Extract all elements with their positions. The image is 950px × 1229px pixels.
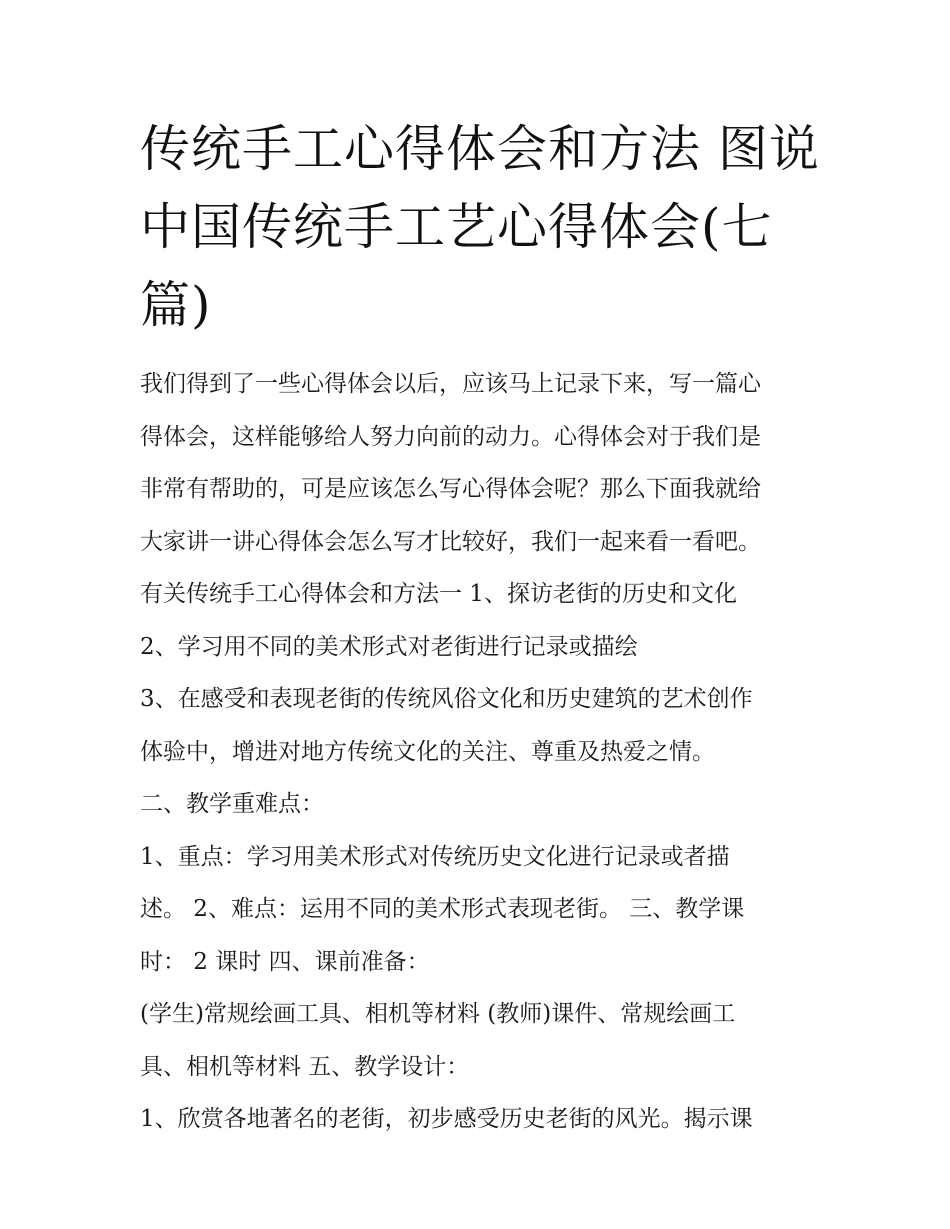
body-line: 1、欣赏各地著名的老街，初步感受历史老街的风光。揭示课 (140, 1106, 753, 1132)
body-line: (学生)常规绘画工具、相机等材料 (教师)课件、常规绘画工 (140, 1001, 736, 1027)
body-line: 1、重点：学习用美术形式对传统历史文化进行记录或者描 (140, 843, 730, 870)
body-line: 时： 2 课时 四、课前准备： (140, 948, 430, 975)
body-line: 得体会，这样能够给人努力向前的动力。心得体会对于我们是 (140, 423, 761, 450)
body-line: 2、学习用不同的美术形式对老街进行记录或描绘 (140, 633, 638, 660)
body-line: 3、在感受和表现老街的传统风俗文化和历史建筑的艺术创作 (140, 686, 753, 712)
body-line: 述。 2、难点：运用不同的美术形式表现老街。 三、教学课 (140, 896, 745, 922)
section-heading: 二、教学重难点： (140, 791, 324, 817)
body-line: 具、相机等材料 五、教学设计： (140, 1053, 470, 1080)
title-line-2: 中国传统手工艺心得体会(七 (140, 198, 773, 256)
title-line-1: 传统手工心得体会和方法 图说 (140, 120, 820, 178)
document-title (140, 110, 820, 344)
body-line: 有关传统手工心得体会和方法一 1、探访老街的历史和文化 (140, 581, 737, 607)
body-line: 体验中，增进对地方传统文化的关注、尊重及热爱之情。 (140, 738, 715, 765)
body-line: 我们得到了一些心得体会以后，应该马上记录下来，写一篇心 (140, 371, 761, 397)
title-line-3: 篇) (140, 276, 212, 334)
body-line: 非常有帮助的，可是应该怎么写心得体会呢？那么下面我就给 (140, 476, 761, 502)
document-body (140, 358, 830, 1146)
body-line: 大家讲一讲心得体会怎么写才比较好，我们一起来看一看吧。 (140, 528, 761, 555)
